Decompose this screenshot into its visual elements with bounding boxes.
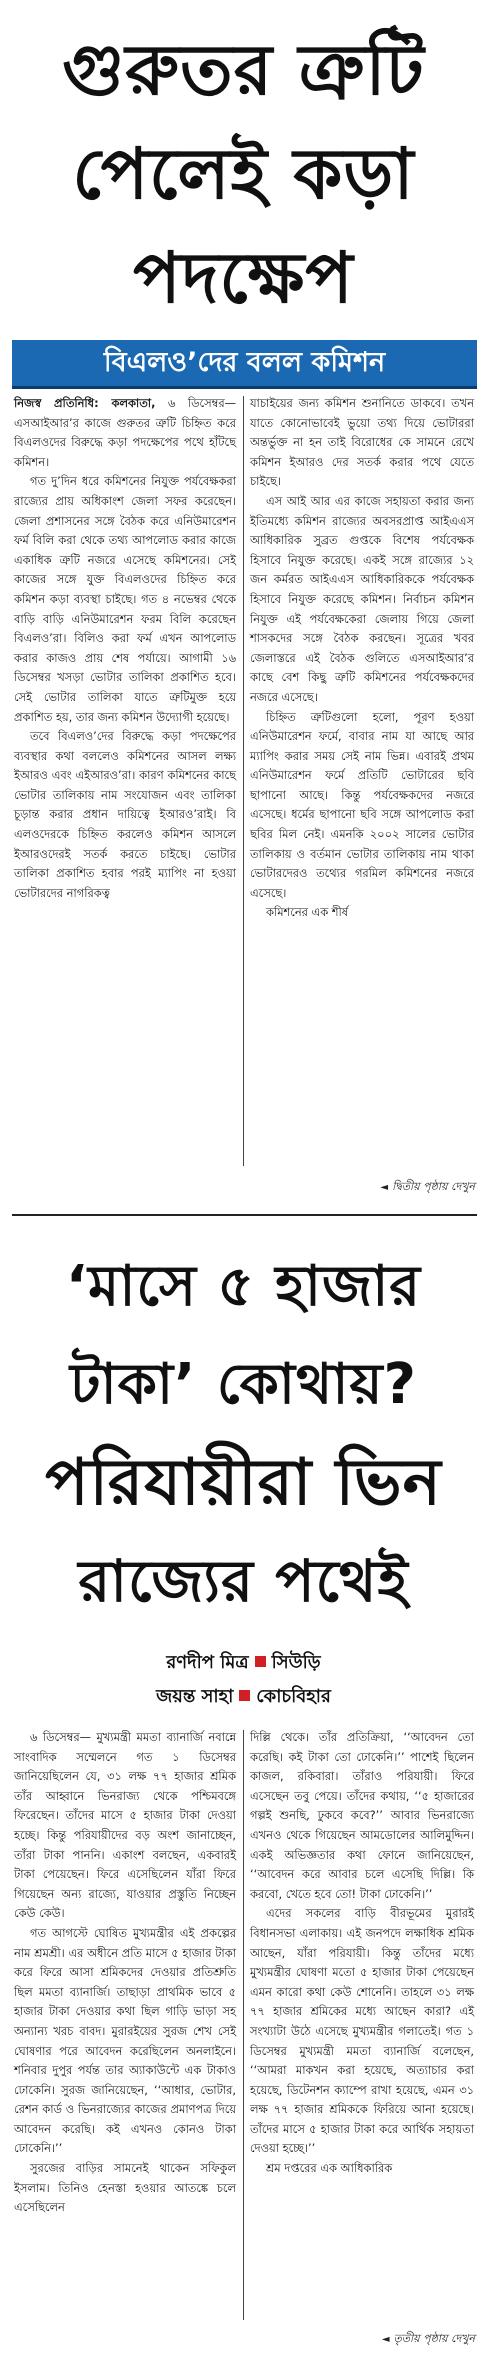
story2-bylines bbox=[0, 1646, 487, 1714]
story1-headline-line: গুরুতর ত্রুটি bbox=[62, 29, 425, 111]
story2-headline-line: পরিযায়ীরা ভিন bbox=[45, 1446, 442, 1520]
story1-headline bbox=[0, 18, 487, 330]
story1-continued-text: দ্বিতীয় পৃষ্ঠায় দেখুন bbox=[392, 1180, 475, 1193]
story2-continued bbox=[382, 2330, 475, 2349]
story1-paragraph: তবে বিএলও’দের বিরুদ্ধে কড়া পদক্ষেপের ব্যবস্থার কথা বললেও কমিশনের আসল লক্ষ্য ইআরও এবং এইআরও’রা। কারণ কমিশনের কাছে ভোটার তালিকায় নাম সংযোজন এবং তালিকা চূড়ান্ত করার প্রধান দায়িত্বে ইআরও’রাই। বি এলওদেরকে চিহ্নিত করলেও কমিশন আসলে ইআরওদেরই সতর্ক করতে চাইছে। ভোটার তালিকা প্রকাশিত হবার পরই ম্যাপিং না হওয়া ভোটারদের নাগরিকত্ব bbox=[14, 729, 236, 900]
story1-paragraph bbox=[14, 394, 236, 472]
column-rule bbox=[243, 396, 244, 1166]
story1-headline-line: পদক্ষেপ bbox=[133, 237, 354, 319]
story2-continued-text: তৃতীয় পৃষ্ঠায় দেখুন bbox=[393, 2332, 475, 2345]
story1-paragraph: কমিশনের এক শীর্ষ bbox=[266, 905, 349, 920]
story2-headline-line: টাকা’ কোথায়? bbox=[69, 1352, 418, 1417]
story1-byline: নিজস্ব প্রতিনিধি: কলকাতা, bbox=[14, 396, 156, 410]
story2-paragraph: দিল্লি থেকে। তাঁর প্রতিক্রিয়া, ‘‘আবেদন তো করেছি। কই টাকা তো ঢোকেনি।’’ পাশেই ছিলেন কাজল, রকিবারা। তাঁরাও পরিযায়ী। ফিরে এসেছেন তবু পেয়ে। তাঁদের কথায়, ‘‘৫ হাজারের গল্পই শুনছি, ঢুকবে কবে?’’ আবার ভিনরাজ্যে এখনও থেকে গিয়েছেন আমডোলের আলিমুদ্দিন। একই অভিজ্ঞতার কথা ফোনে জানিয়েছেন, ‘‘আবেদন করে আবার চলে এসেছি দিল্লি। কি করবো, খেতে হবে তো! টাকা ঢোকেনি।’’ bbox=[250, 1730, 474, 1901]
story2-paragraph: সুরজের বাড়ির সামনেই থাকেন সফিকুল ইসলাম। তিনিও হেনস্তা হওয়ার আতঙ্কে চলে এসেছিলেন bbox=[14, 2161, 236, 2215]
story2-right-column bbox=[250, 1728, 474, 2179]
reporter-place: সিউড়ি bbox=[271, 1652, 321, 1673]
story1-paragraph: এস আই আর এর কাজে সহায়তা করার জন্য ইতিমধ্যে কমিশন রাজ্যের অবসরপ্রাপ্ত আইএএস আধিকারিক সুব্রত গুপ্তকে বিশেষ পর্যবেক্ষক হিসাবে নিযুক্ত করেছে। একই সঙ্গে রাজ্যের ১২ জন কর্মরত আইএএস আধিকারিককে পর্যবেক্ষক হিসাবে নিযুক্ত করেছে কমিশন। নির্বাচন কমিশন নিযুক্ত এই পর্যবেক্ষকেরা জেলায় গিয়ে জেলা শাসকদের সঙ্গে বৈঠক করছেন। সূত্রের খবর জেলাস্তরে এই বৈঠক গুলিতে এসআইআর’র কাছে বেশ কিছু ত্রুটি কমিশনের পর্যবেক্ষকদের নজরে এসেছে। bbox=[250, 493, 474, 704]
reporter-place: কোচবিহার bbox=[256, 1686, 331, 1707]
reporter-name: রণদীপ মিত্র bbox=[166, 1652, 249, 1673]
story-separator bbox=[12, 1214, 477, 1216]
story1-right-column bbox=[250, 394, 474, 923]
story1-paragraph: গত দু’দিন ধরে কমিশনের নিযুক্ত পর্যবেক্ষকরা রাজ্যের প্রায় অধিকাংশ জেলা সফর করেছেন। জেলা প্রশাসনের সঙ্গে বৈঠক করে এনিউমারেশন ফর্ম বিলি করা থেকে তথ্য আপলোড করার কাজে একাধিক ত্রুটি নজরে এসেছে কমিশনের। সেই কাজের সঙ্গে যুক্ত বিএলওদের চিহ্নিত করে কমিশন কড়া ব্যবস্থা চাইছে। গত ৪ নভেম্বর থেকে বাড়ি বাড়ি এনিউমারেশন ফরম বিলি করেছেন বিএলও’রা। বিলিও করা ফর্ম এখন আপলোড করার কাজও প্রায় শেষ পর্যায়ে। আগামী ১৬ ডিসেম্বর খসড়া ভোটার তালিকা প্রকাশিত হবে। সেই ভোটার তালিকা যাতে ত্রুটিমুক্ত হয়ে প্রকাশিত হয়, তার জন্য কমিশন উদ্যোগী হয়েছে। bbox=[14, 474, 236, 724]
red-square-icon bbox=[255, 1656, 266, 1667]
story2-headline-line: ‘মাসে ৫ হাজার bbox=[65, 1254, 422, 1319]
story1-headline-line: পেলেই কড়া bbox=[72, 133, 415, 215]
story2-paragraph: এদের সকলের বাড়ি বীরভূমের মুরারই বিধানসভা এলাকায়। এই জনপদে লক্ষাধিক শ্রমিক আছেন, যাঁরা পরিযায়ী। কিন্তু তাঁদের মধ্যে মুখ্যমন্ত্রীর ঘোষণা মতো ৫ হাজার টাকা পেয়েছেন এমন কারো কথা কেউ শোনেনি। তাহলে ৩১ লক্ষ ৭৭ হাজার শ্রমিকের মধ্যে আছেন কারা? এই সংখ্যাটা উঠে এসেছে মুখ্যমন্ত্রীর গলাতেই। গত ১ ডিসেম্বর মুখ্যমন্ত্রী মমতা ব্যানার্জি বলেছেন, ‘‘আমরা মাকখন করা হয়েছে, অত্যাচার করা হয়েছে, ডিটেনশন ক্যাম্পে রাখা হয়েছে, এমন ৩১ লক্ষ ৭৭ হাজার শ্রমিককে ফিরিয়ে আনা হয়েছে। তাঁদের মাসে ৫ হাজার টাকা করে আর্থিক সহায়তা দেওয়া হচ্ছে।’’ bbox=[250, 1906, 474, 2156]
story2-byline bbox=[0, 1646, 487, 1680]
story2-paragraph: শ্রম দপ্তরের এক আধিকারিক bbox=[266, 2161, 393, 2176]
story1-paragraph: যাচাইয়ের জন্য কমিশন শুনানিতে ডাকবে। তখন যাতে কোনোভাবেই ভুয়ো তথ্য দিয়ে ভোটাররা অন্তর্ভুক্ত না হন তাই বিরোধের কে সামনে রেখে কমিশন ইআরও দের সতর্ক করার পথে যেতে চাইছে। bbox=[250, 396, 474, 489]
story2-left-column bbox=[14, 1728, 236, 2218]
story1-left-column bbox=[14, 394, 236, 903]
triangle-icon: ◄ bbox=[380, 1182, 389, 1193]
story1-continued bbox=[380, 1178, 475, 1197]
reporter-name: জয়ন্ত সাহা bbox=[156, 1686, 234, 1707]
story1-paragraph: চিহ্নিত ত্রুটিগুলো হলো, পূরণ হওয়া এনিউমারেশন ফর্মে, বাবার নাম যা আছে আর ম্যাপিং করার সময় সেই নাম ভিন্ন। এবারই প্রথম এনিউমারেশন ফর্মে প্রতিটি ভোটারের ছবি ছাপানো আছে। কিন্তু পর্যবেক্ষকদের নজরে এসেছে। ধর্মের ছাপানো ছবি সঙ্গে আপলোড করা ছবির মিল নেই। এমনকি ২০০২ সালের ভোটার তালিকায় ও বর্তমান ভোটার তালিকায় নাম থাকা ভোটারদেরও তথ্যের গরমিল কমিশনের নজরে এসেছে। bbox=[250, 709, 474, 900]
story2-headline bbox=[0, 1238, 487, 1630]
story1-paragraph-text: ৬ ডিসেম্বর— এসআইআর’র কাজে গুরুতর ত্রুটি চিহ্নিত করে বিএলওদের বিরুদ্ধে কড়া পদক্ষেপের পথে হাঁটছে কমিশন। bbox=[14, 396, 236, 469]
story2-paragraph: গত আগস্টে ঘোষিত মুখ্যমন্ত্রীর এই প্রকল্পের নাম শ্রমশ্রী। এর অধীনে প্রতি মাসে ৫ হাজার টাকা করে ফিরে আসা শ্রমিকদের দেওয়ার প্রতিশ্রুতি ছিল মমতা ব্যানার্জি। তাছাড়া প্রাথমিক ভাবে ৫ হাজার টাকা দেওয়ার কথা ছিল গাড়ি ভাড়া সহ অন্যান্য খরচ বাবদ। মুরারইয়ের সুরজ শেখ সেই ঘোষণার পরে আবেদন করেছিলেন অনলাইনে। শনিবার দুপুর পর্যন্ত তার অ্যাকাউন্টে এক টাকাও ঢোকেনি। সুরজ জানিয়েছেন, ‘‘আধার, ভোটার, রেশন কার্ড ও ভিনরাজ্যের কাজের প্রমাণপত্র দিয়ে আবেদন করেছি। কই এখনও কোনও টাকা ঢোকেনি।’’ bbox=[14, 1925, 236, 2156]
story2-paragraph: ৬ ডিসেম্বর— মুখ্যমন্ত্রী মমতা ব্যানার্জি নবান্নে সাংবাদিক সম্মেলনে গত ১ ডিসেম্বর জানিয়েছিলেন যে, ৩১ লক্ষ ৭৭ হাজার শ্রমিক তাঁর আহ্বানে ভিনরাজ্য থেকে পশ্চিমবঙ্গে ফিরেছেন। তাঁদের মাসে ৫ হাজার টাকা দেওয়া হচ্ছে। কিন্তু পরিযায়ীদের বড় অংশ জানাচ্ছেন, তাঁরা টাকা পাননি। একাংশ বলছেন, একবারই টাকা পেয়েছেন। ফিরে এসেছিলেন যাঁরা ফিরে গিয়েছেন অন্য রাজ্যে, যাওয়ার প্রস্তুতি নিচ্ছেন কেউ কেউ। bbox=[14, 1730, 236, 1921]
story2-byline bbox=[0, 1680, 487, 1714]
story2-headline-line: রাজ্যের পথেই bbox=[78, 1547, 409, 1615]
column-rule bbox=[243, 1730, 244, 2320]
story1-banner: বিএলও’দের বলল কমিশন bbox=[12, 340, 477, 389]
triangle-icon: ◄ bbox=[381, 2334, 390, 2345]
red-square-icon bbox=[239, 1690, 250, 1701]
